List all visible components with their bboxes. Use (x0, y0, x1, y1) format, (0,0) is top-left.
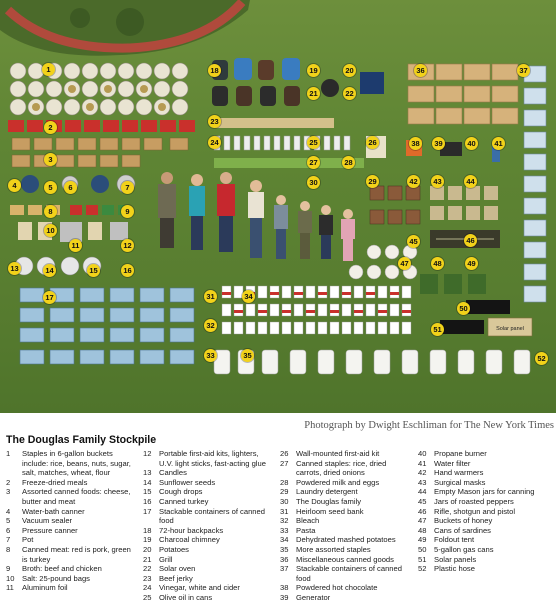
photo-marker-11: 11 (69, 239, 82, 252)
photo-marker-22: 22 (343, 87, 356, 100)
legend-item: 16 Canned turkey (143, 496, 209, 506)
legend-item: 34 Dehydrated mashed potatoes (280, 535, 396, 545)
legend-item: 40 Propane burner (418, 449, 487, 458)
photo-marker-33: 33 (204, 349, 217, 362)
photo-marker-7: 7 (121, 181, 134, 194)
legend-item: 39 Generator (280, 592, 331, 600)
photo-marker-47: 47 (398, 257, 411, 270)
stockpile-title: The Douglas Family Stockpile (6, 434, 157, 446)
photo-marker-18: 18 (208, 64, 221, 77)
photo-marker-20: 20 (343, 64, 356, 77)
legend-item: 8 Canned meat: red is pork, green is turkey (6, 544, 131, 564)
photo-marker-40: 40 (465, 137, 478, 150)
legend-item: 21 Grill (143, 554, 173, 564)
legend-item: 12 Portable first-aid kits, lighters, U.V. light sticks, fast-acting glue (143, 449, 266, 468)
legend-column-4 (418, 449, 554, 574)
legend-item: 19 Charcoal chimney (143, 535, 220, 545)
photo-marker-29: 29 (366, 175, 379, 188)
photo-marker-2: 2 (44, 121, 57, 134)
legend-item: 46 Rifle, shotgun and pistol (418, 506, 516, 516)
photo-marker-5: 5 (44, 181, 57, 194)
legend-item: 26 Wall-mounted first-aid kit (280, 449, 380, 458)
legend-item: 35 More assorted staples (280, 544, 371, 554)
legend-item: 47 Buckets of honey (418, 516, 493, 526)
legend-item: 48 Cans of sardines (418, 525, 491, 535)
legend-item: 29 Laundry detergent (280, 487, 358, 497)
legend-item: 33 Pasta (280, 525, 316, 535)
legend-item: 18 72-hour backpacks (143, 525, 224, 535)
legend-item: 42 Hand warmers (418, 468, 484, 478)
legend-item: 2 Freeze-dried meals (6, 477, 88, 487)
photo-marker-19: 19 (307, 64, 320, 77)
legend-item: 22 Solar oven (143, 564, 196, 574)
photo-marker-14: 14 (43, 264, 56, 277)
photo-marker-30: 30 (307, 176, 320, 189)
photo-marker-15: 15 (87, 264, 100, 277)
photo-marker-12: 12 (121, 239, 134, 252)
photo-marker-43: 43 (431, 175, 444, 188)
legend-item: 41 Water filter (418, 458, 471, 468)
photo-marker-36: 36 (414, 64, 427, 77)
legend-item: 32 Bleach (280, 516, 320, 526)
legend-item: 9 Broth: beef and chicken (6, 564, 102, 574)
legend-item: 30 The Douglas family (280, 496, 361, 506)
photo-marker-8: 8 (44, 205, 57, 218)
legend-item: 38 Powdered hot chocolate (280, 583, 378, 593)
photo-marker-28: 28 (342, 156, 355, 169)
photo-marker-45: 45 (407, 235, 420, 248)
photo-marker-21: 21 (307, 87, 320, 100)
legend-item: 20 Potatoes (143, 544, 189, 554)
legend-item: 51 Solar panels (418, 554, 477, 564)
photo-marker-39: 39 (432, 137, 445, 150)
photo-marker-52: 52 (535, 352, 548, 365)
photo-marker-48: 48 (431, 257, 444, 270)
legend-column-3 (280, 449, 412, 600)
legend-item: 14 Sunflower seeds (143, 477, 216, 487)
legend-item: 49 Foldout tent (418, 535, 475, 545)
photo-marker-31: 31 (204, 290, 217, 303)
legend-item: 17 Stackable containers of canned food (143, 506, 265, 526)
legend-item: 24 Vinegar, white and cider (143, 583, 240, 593)
photo-marker-41: 41 (492, 137, 505, 150)
legend-item: 44 Empty Mason jars for canning (418, 487, 535, 497)
photo-marker-13: 13 (8, 262, 21, 275)
legend-item: 6 Pressure canner (6, 525, 78, 535)
legend-item: 27 Canned staples: rice, dried carrots, dried onions (280, 458, 387, 478)
legend-item: 15 Cough drops (143, 487, 203, 497)
legend-item: 1 Staples in 6-gallon buckets include: rice, beans, nuts, sugar, salt, matches, wheat, flour (6, 449, 131, 478)
legend-item: 4 Water-bath canner (6, 506, 85, 516)
solar-panel-box-label: Solar panel (496, 326, 524, 332)
photo-marker-6: 6 (64, 181, 77, 194)
legend-item: 11 Aluminum foil (6, 583, 68, 593)
photo-marker-17: 17 (43, 291, 56, 304)
photo-marker-27: 27 (307, 156, 320, 169)
photo-marker-9: 9 (121, 205, 134, 218)
legend-item: 36 Miscellaneous canned goods (280, 554, 394, 564)
photo-marker-1: 1 (42, 63, 55, 76)
photo-marker-23: 23 (208, 115, 221, 128)
photo-marker-46: 46 (464, 234, 477, 247)
photo-marker-44: 44 (464, 175, 477, 188)
photo-marker-16: 16 (121, 264, 134, 277)
photo-marker-3: 3 (44, 153, 57, 166)
legend-item: 31 Heirloom seed bank (280, 506, 364, 516)
legend-column-1 (6, 449, 136, 593)
photo-marker-10: 10 (44, 224, 57, 237)
legend-item: 23 Beef jerky (143, 573, 193, 583)
photo-marker-26: 26 (366, 136, 379, 149)
legend-item: 7 Pot (6, 535, 34, 545)
stockpile-legend (6, 449, 554, 599)
legend-item: 43 Surgical masks (418, 477, 486, 487)
legend-item: 13 Candles (143, 468, 187, 478)
legend-item: 5 Vacuum sealer (6, 516, 73, 526)
legend-item: 25 Olive oil in cans (143, 592, 213, 600)
legend-item: 3 Assorted canned foods: cheese, butter and meat (6, 487, 131, 506)
photo-marker-4: 4 (8, 179, 21, 192)
photo-marker-35: 35 (241, 349, 254, 362)
photo-marker-25: 25 (307, 136, 320, 149)
photo-marker-34: 34 (242, 290, 255, 303)
legend-item: 52 Plastic hose (418, 564, 475, 574)
photo-marker-32: 32 (204, 319, 217, 332)
legend-item: 45 Jars of roasted peppers (418, 496, 514, 506)
photo-marker-50: 50 (457, 302, 470, 315)
legend-column-2 (143, 449, 273, 600)
legend-item: 50 5-gallon gas cans (418, 544, 494, 554)
photo-marker-24: 24 (208, 136, 221, 149)
photo-marker-51: 51 (431, 323, 444, 336)
photo-marker-49: 49 (465, 257, 478, 270)
legend-item: 37 Stackable containers of canned food (280, 564, 402, 583)
photo-marker-38: 38 (409, 137, 422, 150)
legend-item: 28 Powdered milk and eggs (280, 477, 380, 487)
photo-marker-42: 42 (407, 175, 420, 188)
legend-item: 10 Salt: 25-pound bags (6, 573, 90, 583)
photo-credit: Photograph by Dwight Eschliman for The New York Times (304, 420, 554, 431)
photo-marker-37: 37 (517, 64, 530, 77)
